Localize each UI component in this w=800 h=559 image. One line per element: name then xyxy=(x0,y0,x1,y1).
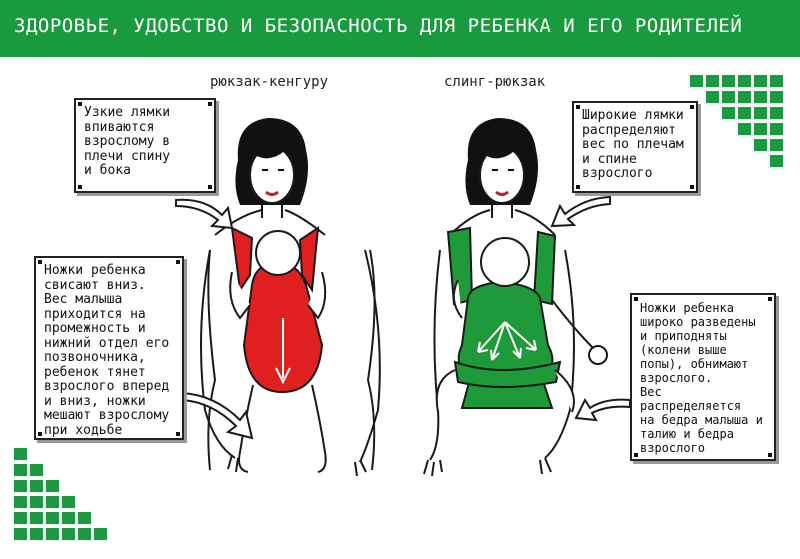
pointer-arrow-right-top xyxy=(552,197,610,226)
decorative-squares-top-right xyxy=(690,75,783,167)
pointer-arrow-left-bottom xyxy=(182,393,252,438)
note-legs-hanging-text: Ножки ребенка свисают вниз. Вес малыша приходится на промежность и нижний отдел его позвоночника, ребенок тянет взрослого вперед и вниз, ножки мешают взрослому при ходьбе xyxy=(44,263,170,438)
note-legs-spread-text: Ножки ребенка широко разведены и приподняты (колени выше попы), обнимают взрослого. Вес распределяется на бедра малыша и талию и бедра взрослого xyxy=(640,301,763,455)
pointer-arrow-right-bottom xyxy=(576,400,630,420)
label-sling-backpack: слинг-рюкзак xyxy=(444,74,546,90)
pointer-arrow-left-top xyxy=(176,200,232,228)
note-legs-spread xyxy=(630,293,776,461)
decorative-squares-bottom-left xyxy=(14,448,107,540)
adult-head-left xyxy=(235,118,308,218)
note-legs-hanging xyxy=(34,256,184,440)
note-narrow-straps-text: Узкие лямки впиваются взрослому в плечи спину и бока xyxy=(84,105,171,178)
note-wide-straps-text: Широкие лямки распределяют вес по плечам и спине взрослого xyxy=(582,108,684,181)
label-kangaroo-carrier: рюкзак-кенгуру xyxy=(210,74,329,90)
note-narrow-straps xyxy=(74,98,216,193)
page-title: ЗДОРОВЬЕ, УДОБСТВО И БЕЗОПАСНОСТЬ ДЛЯ РЕБЕНКА И ЕГО РОДИТЕЛЕЙ xyxy=(14,15,743,37)
adult-head-right xyxy=(465,118,538,218)
note-wide-straps xyxy=(572,101,698,193)
